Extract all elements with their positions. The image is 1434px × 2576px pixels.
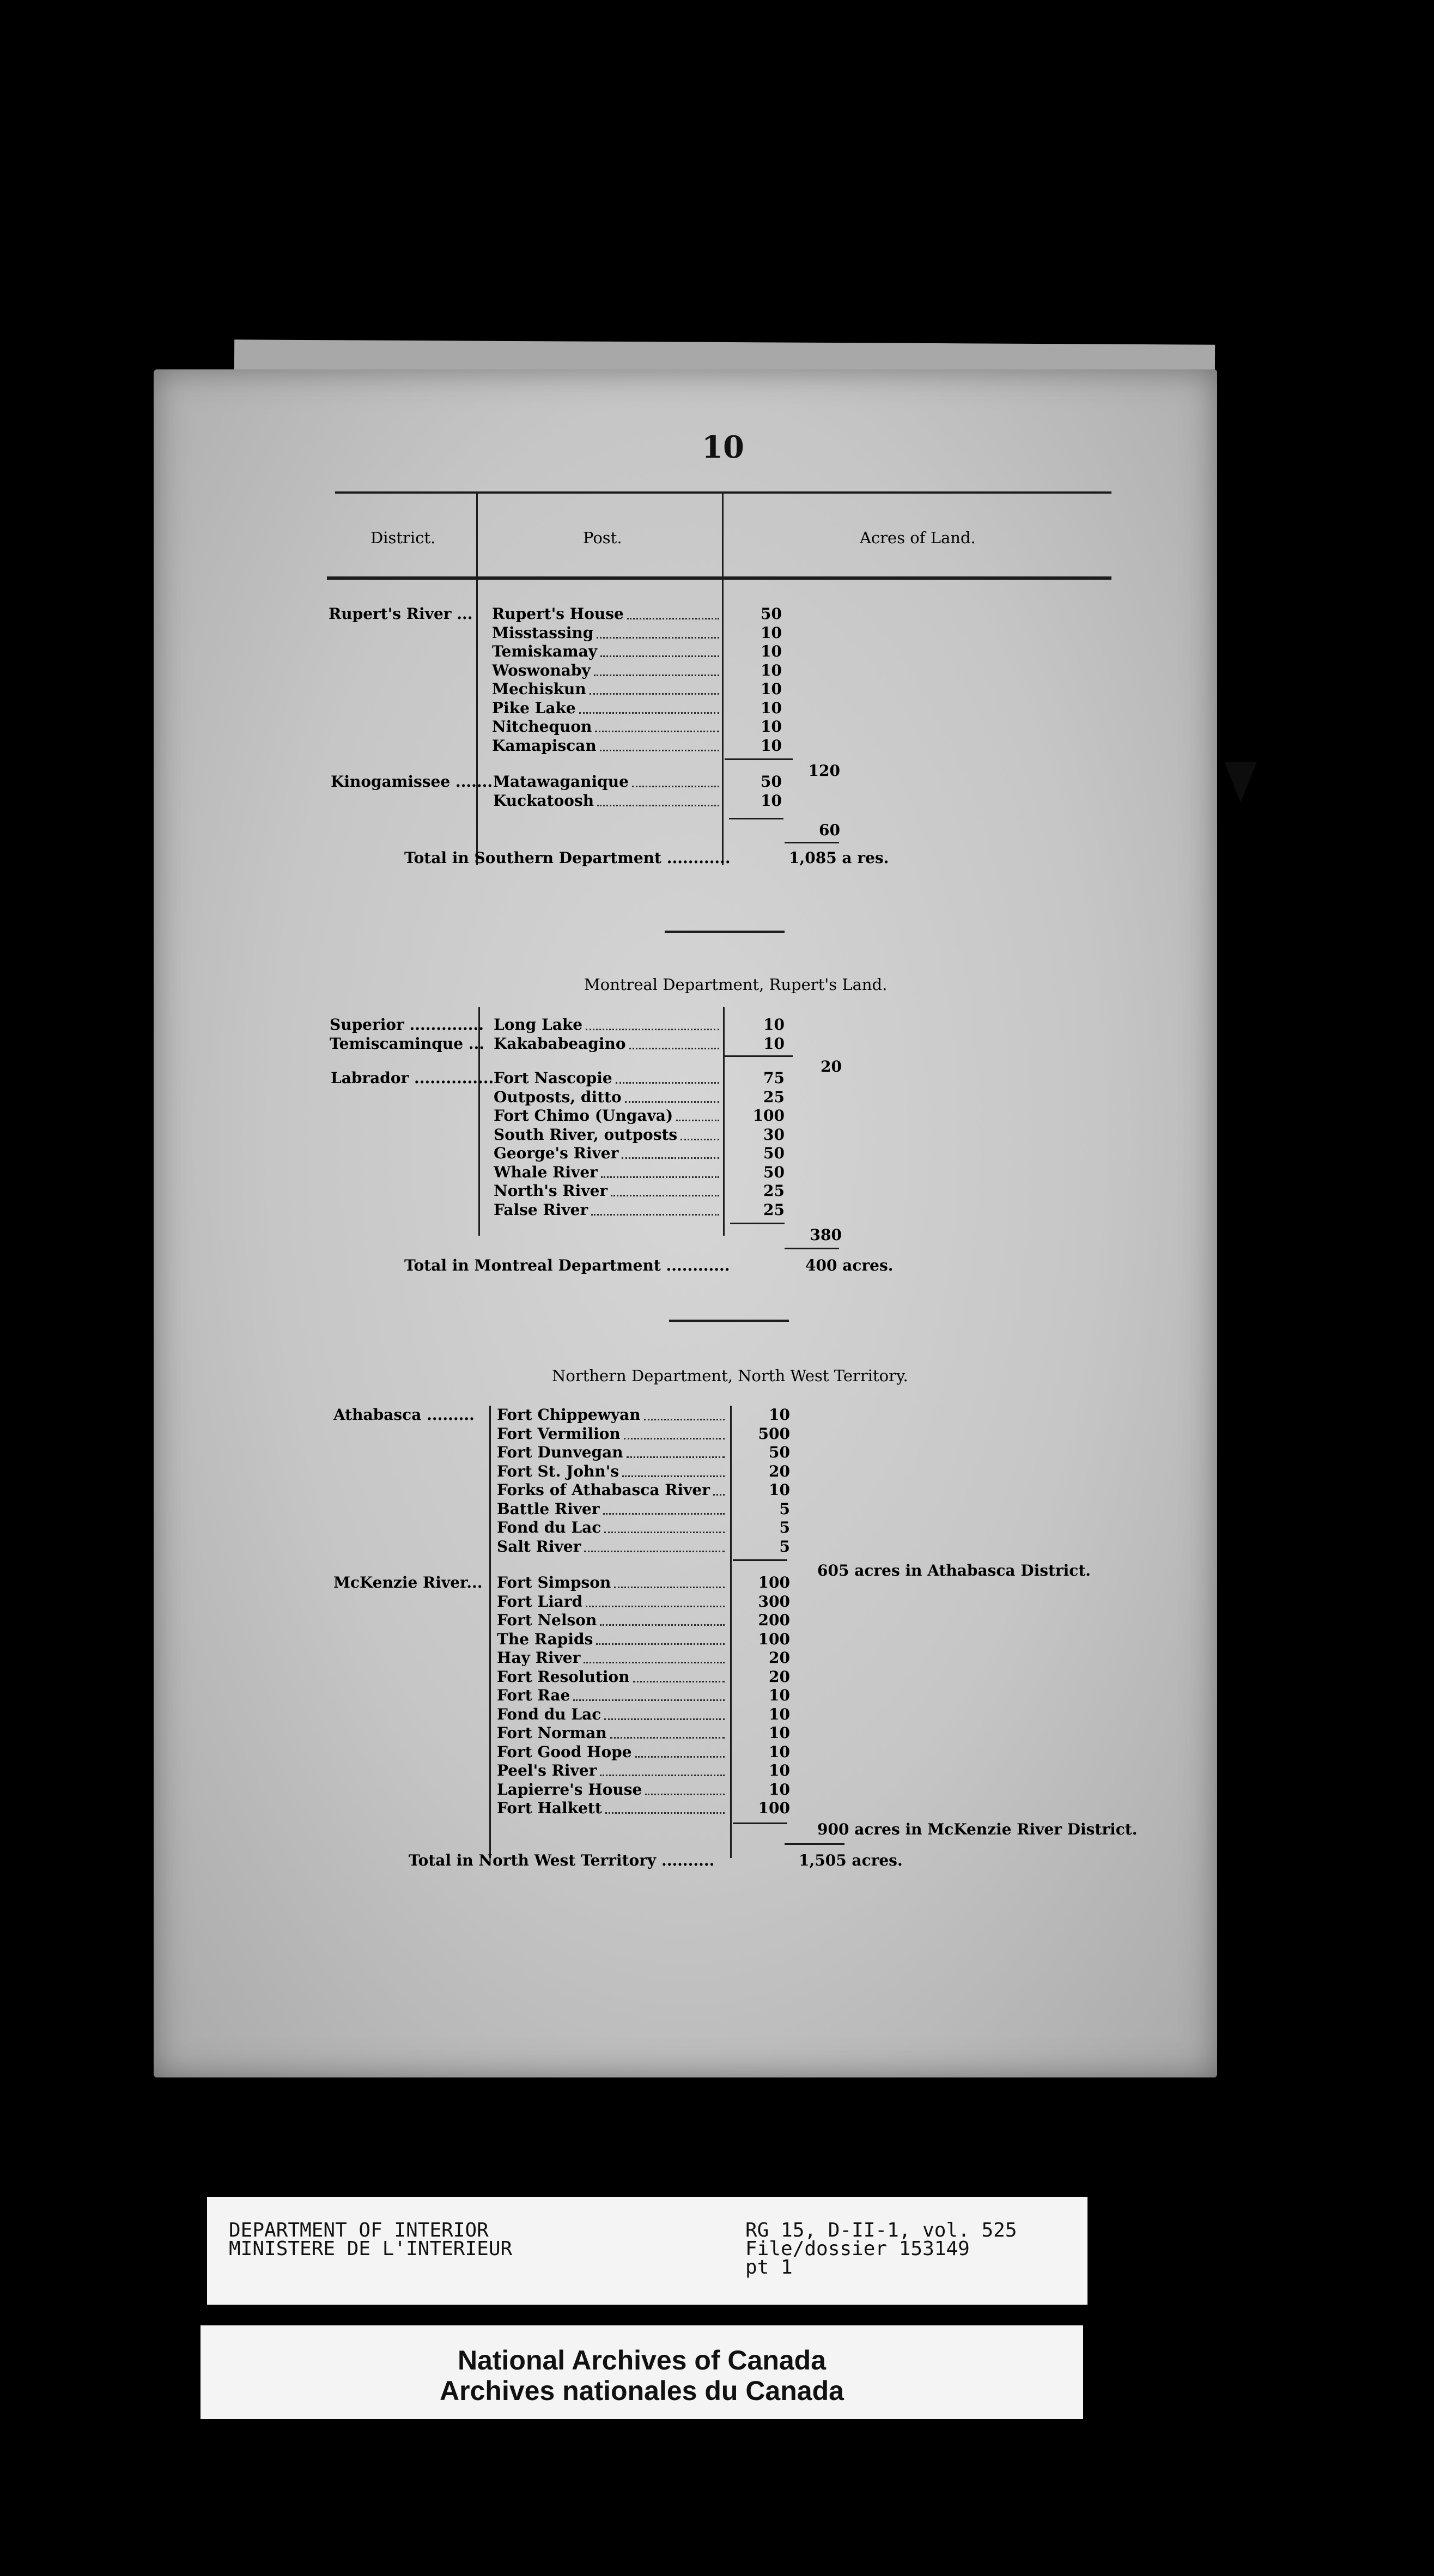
- post-name: Nitchequon: [492, 718, 592, 736]
- post-acres: 25: [763, 1087, 785, 1106]
- dot-leader: [600, 1775, 725, 1776]
- dot-leader: [597, 637, 719, 639]
- subtotal-rule: [725, 758, 793, 760]
- dot-leader: [680, 1139, 719, 1140]
- subtotal-value: 900 acres in McKenzie River District.: [817, 1820, 1138, 1838]
- post-acres: 10: [761, 718, 782, 736]
- post-acres: 10: [761, 642, 782, 660]
- post-acres: 10: [761, 661, 782, 679]
- dot-leader: [590, 693, 719, 695]
- dot-leader: [625, 1101, 719, 1103]
- post-acres: 50: [761, 605, 782, 623]
- post-name: Kuckatoosh: [493, 791, 594, 810]
- post-acres: 100: [758, 1573, 790, 1591]
- total-label: Total in Montreal Department ............: [404, 1256, 730, 1274]
- post-name: Mechiskun: [492, 680, 586, 698]
- post-acres: 10: [769, 1406, 790, 1424]
- post-acres: 25: [763, 1200, 785, 1219]
- post-acres: 20: [769, 1462, 790, 1480]
- district-name: Athabasca .........: [333, 1406, 475, 1424]
- post-name: Fort St. John's: [497, 1462, 619, 1480]
- post-name: Matawaganique: [493, 773, 629, 791]
- post-name: Long Lake: [494, 1016, 583, 1034]
- post-acres: 300: [758, 1592, 790, 1611]
- dot-leader: [644, 1419, 725, 1420]
- archive-name-fr: Archives nationales du Canada: [440, 2375, 844, 2406]
- dot-leader: [586, 1029, 719, 1030]
- district-name: McKenzie River...: [333, 1573, 483, 1591]
- post-name: Fort Nelson: [497, 1611, 597, 1629]
- dot-leader: [591, 1214, 719, 1216]
- post-name: The Rapids: [497, 1630, 593, 1648]
- post-acres: 50: [763, 1163, 785, 1181]
- post-acres: 75: [763, 1069, 785, 1087]
- part-number: pt 1: [745, 2256, 793, 2279]
- dot-leader: [676, 1120, 719, 1121]
- department-name-fr: MINISTERE DE L'INTERIEUR: [229, 2238, 513, 2260]
- subtotal-value: 120: [808, 762, 840, 780]
- total-value: 1,085 a res.: [789, 849, 889, 867]
- section-separator: [665, 931, 785, 933]
- dot-leader: [635, 1756, 725, 1758]
- post-acres: 30: [763, 1125, 785, 1144]
- dot-leader: [624, 1438, 725, 1439]
- post-name: Fort Dunvegan: [497, 1443, 623, 1461]
- post-name: Fond du Lac: [497, 1705, 601, 1723]
- dot-leader: [600, 750, 719, 751]
- post-name: Woswonaby: [492, 661, 591, 679]
- subtotal-value: 60: [819, 821, 840, 839]
- post-name: Fort Liard: [497, 1592, 583, 1611]
- dot-leader: [614, 1587, 725, 1588]
- post-acres: 50: [761, 773, 782, 791]
- district-name: Kinogamissee .......: [331, 773, 493, 791]
- subtotal-value: 20: [821, 1058, 842, 1076]
- dot-leader: [600, 1624, 725, 1626]
- subtotal-rule: [725, 1055, 793, 1057]
- post-acres: 10: [761, 736, 782, 755]
- dot-leader: [622, 1157, 719, 1159]
- post-name: Forks of Athabasca River: [497, 1481, 710, 1499]
- dot-leader: [645, 1794, 725, 1795]
- total-value: 1,505 acres.: [799, 1851, 903, 1869]
- total-rule: [785, 842, 839, 843]
- header-bottom-rule: [327, 576, 1111, 580]
- dot-leader: [610, 1737, 725, 1739]
- total-label: Total in North West Territory ..........: [409, 1851, 715, 1869]
- post-name: Whale River: [494, 1163, 598, 1181]
- post-name: Rupert's House: [492, 605, 624, 623]
- post-acres: 10: [761, 698, 782, 717]
- post-acres: 100: [758, 1630, 790, 1648]
- district-name: Rupert's River ...: [329, 605, 473, 623]
- total-label: Total in Southern Department ............: [404, 849, 731, 867]
- post-name: Fond du Lac: [497, 1518, 601, 1536]
- post-name: George's River: [494, 1144, 619, 1162]
- dot-leader: [597, 805, 719, 806]
- department-name: DEPARTMENT OF INTERIOR: [229, 2219, 489, 2241]
- page-corner-mark: [1224, 762, 1257, 803]
- post-acres: 10: [761, 791, 782, 810]
- post-acres: 10: [769, 1780, 790, 1799]
- post-name: Battle River: [497, 1499, 600, 1518]
- column-divider: [722, 493, 724, 865]
- dot-leader: [604, 1532, 725, 1533]
- dot-leader: [605, 1812, 725, 1814]
- post-name: Hay River: [497, 1649, 581, 1667]
- post-acres: 5: [779, 1518, 790, 1536]
- post-acres: 10: [761, 623, 782, 642]
- post-name: Peel's River: [497, 1761, 597, 1779]
- dot-leader: [616, 1082, 719, 1084]
- dot-leader: [604, 1718, 725, 1720]
- dot-leader: [596, 1643, 725, 1645]
- post-acres: 10: [769, 1705, 790, 1723]
- post-name: Lapierre's House: [497, 1780, 642, 1799]
- post-acres: 10: [761, 680, 782, 698]
- archive-name-en: National Archives of Canada: [457, 2345, 827, 2375]
- post-name: Fort Nascopie: [494, 1069, 612, 1087]
- post-acres: 25: [763, 1182, 785, 1200]
- post-acres: 100: [752, 1107, 785, 1125]
- post-name: Fort Good Hope: [497, 1742, 632, 1761]
- post-acres: 200: [758, 1611, 790, 1629]
- post-name: Kamapiscan: [492, 736, 597, 755]
- subtotal-rule: [733, 1559, 787, 1561]
- post-acres: 5: [779, 1499, 790, 1518]
- post-name: Kakababeagino: [494, 1034, 626, 1053]
- post-name: Pike Lake: [492, 698, 576, 717]
- dot-leader: [594, 675, 719, 676]
- dot-leader: [573, 1699, 725, 1701]
- archive-reference-label: [207, 2197, 1087, 2305]
- dot-leader: [629, 1048, 719, 1049]
- column-divider: [723, 1007, 725, 1236]
- post-name: Fort Vermilion: [497, 1424, 621, 1443]
- subtotal-value: 605 acres in Athabasca District.: [817, 1562, 1091, 1579]
- section-separator: [669, 1320, 789, 1322]
- post-acres: 20: [769, 1667, 790, 1686]
- post-name: Fort Halkett: [497, 1799, 602, 1817]
- subtotal-rule: [733, 1822, 787, 1824]
- post-acres: 10: [769, 1761, 790, 1779]
- post-acres: 10: [769, 1481, 790, 1499]
- column-divider: [730, 1406, 732, 1858]
- post-name: Fort Rae: [497, 1686, 570, 1704]
- dot-leader: [600, 655, 719, 657]
- dot-leader: [611, 1195, 719, 1196]
- post-name: South River, outposts: [494, 1125, 678, 1144]
- post-acres: 50: [763, 1144, 785, 1162]
- dot-leader: [632, 786, 719, 787]
- post-acres: 500: [758, 1424, 790, 1443]
- dot-leader: [633, 1681, 725, 1682]
- post-name: False River: [494, 1200, 588, 1219]
- column-header-acres: Acres of Land.: [860, 528, 976, 547]
- dot-leader: [627, 1456, 725, 1458]
- subtotal-rule: [730, 1223, 785, 1224]
- post-acres: 20: [769, 1649, 790, 1667]
- post-acres: 100: [758, 1799, 790, 1817]
- dot-leader: [622, 1475, 725, 1477]
- section-heading: Montreal Department, Rupert's Land.: [584, 975, 888, 994]
- total-rule: [785, 1843, 844, 1845]
- dot-leader: [603, 1513, 725, 1515]
- dot-leader: [584, 1551, 725, 1552]
- post-acres: 10: [769, 1742, 790, 1761]
- post-name: Fort Norman: [497, 1724, 607, 1742]
- archive-name-label: [200, 2325, 1083, 2419]
- dot-leader: [586, 1606, 725, 1607]
- post-name: Fort Simpson: [497, 1573, 611, 1591]
- column-header-district: District.: [370, 528, 436, 547]
- dot-leader: [579, 712, 719, 714]
- total-value: 400 acres.: [805, 1256, 894, 1274]
- post-acres: 10: [763, 1034, 785, 1053]
- post-acres: 10: [769, 1686, 790, 1704]
- page-number: 10: [702, 429, 744, 465]
- district-name: Temiscaminque ...: [330, 1034, 485, 1053]
- post-name: North's River: [494, 1182, 608, 1200]
- column-divider: [476, 493, 478, 865]
- post-acres: 10: [763, 1016, 785, 1034]
- section-heading: Northern Department, North West Territory.: [552, 1366, 908, 1385]
- post-name: Misstassing: [492, 623, 594, 642]
- post-name: Outposts, ditto: [494, 1087, 622, 1106]
- post-name: Temiskamay: [492, 642, 598, 660]
- post-acres: 50: [769, 1443, 790, 1461]
- post-name: Salt River: [497, 1537, 581, 1556]
- dot-leader: [595, 731, 719, 732]
- subtotal-value: 380: [810, 1226, 842, 1244]
- district-name: Labrador ...............: [331, 1069, 494, 1087]
- post-name: Fort Chippewyan: [497, 1406, 641, 1424]
- dot-leader: [584, 1662, 725, 1663]
- post-acres: 10: [769, 1724, 790, 1742]
- post-acres: 5: [779, 1537, 790, 1556]
- record-group: RG 15, D-II-1, vol. 525: [745, 2219, 1017, 2241]
- total-rule: [785, 1248, 839, 1249]
- dot-leader: [713, 1494, 725, 1496]
- post-name: Fort Resolution: [497, 1667, 630, 1686]
- district-name: Superior ..............: [330, 1016, 484, 1034]
- post-name: Fort Chimo (Ungava): [494, 1107, 673, 1125]
- subtotal-rule: [729, 818, 783, 819]
- column-divider: [489, 1406, 491, 1858]
- column-header-post: Post.: [583, 528, 622, 547]
- file-number: File/dossier 153149: [745, 2238, 970, 2260]
- dot-leader: [627, 618, 719, 619]
- dot-leader: [601, 1176, 719, 1178]
